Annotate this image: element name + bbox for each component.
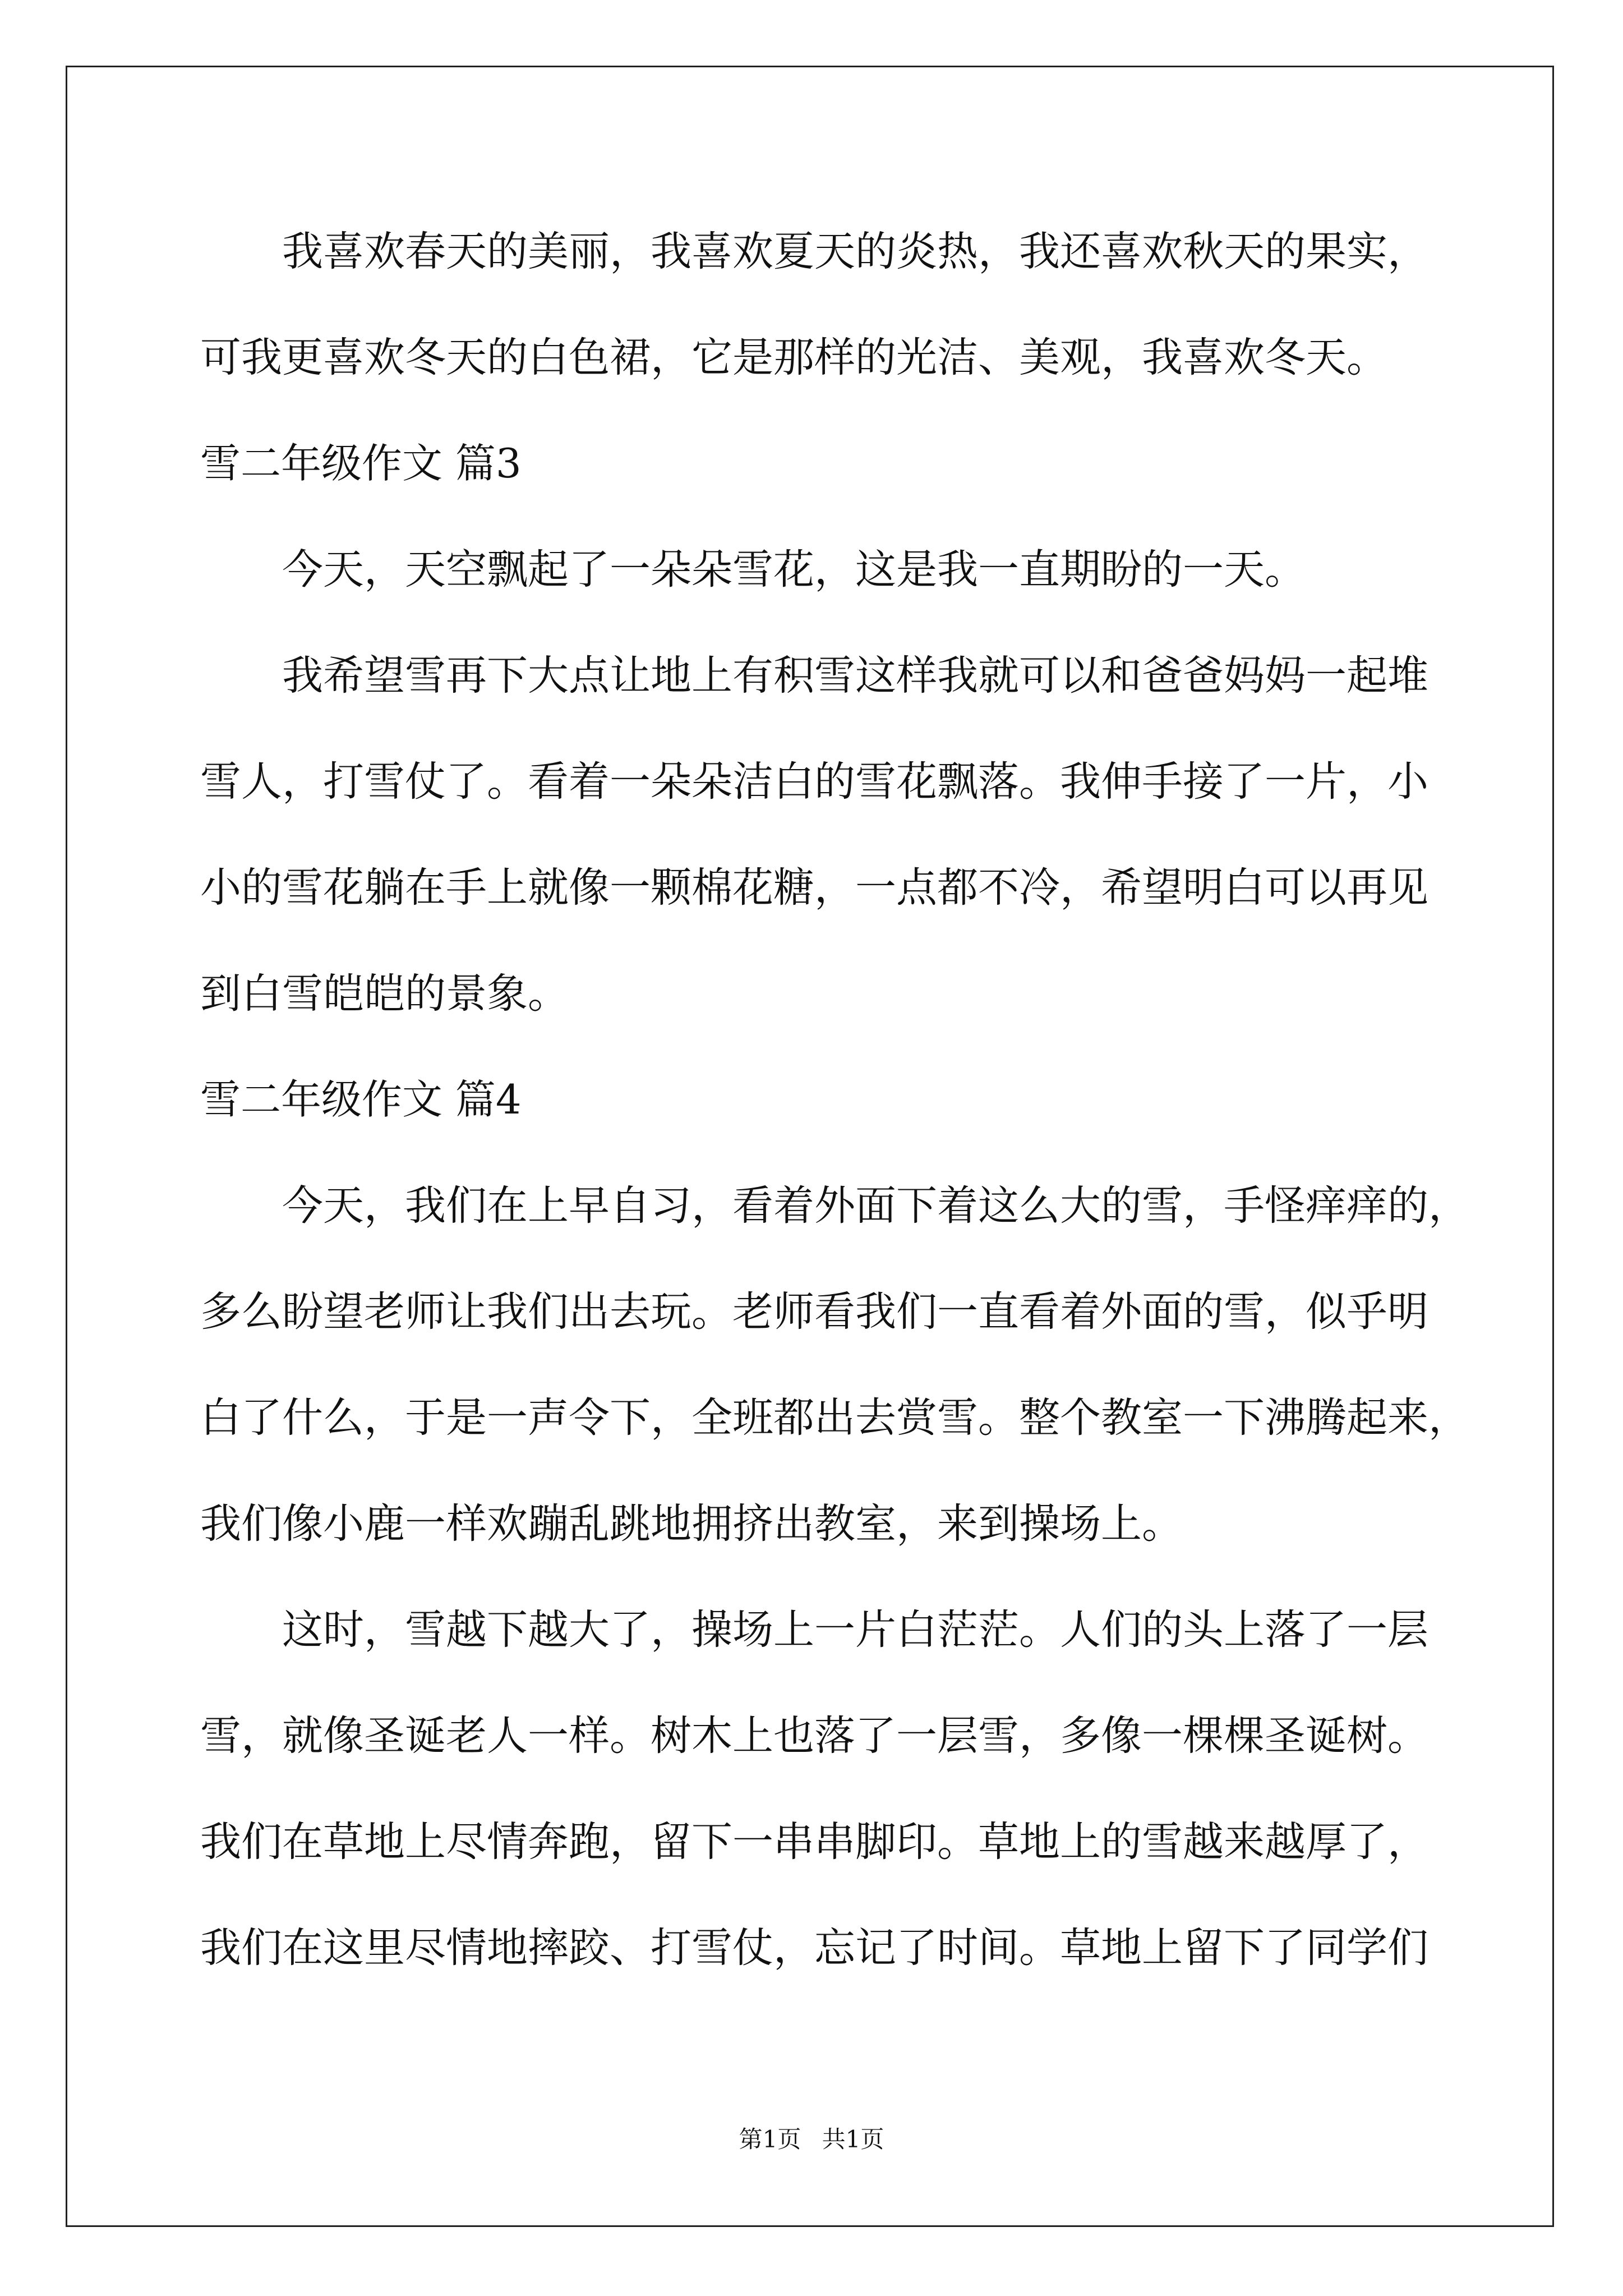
- section-heading: 雪二年级作文 篇4: [200, 1076, 522, 1123]
- document-body: [200, 199, 1541, 2001]
- text-line: 多么盼望老师让我们出去玩。老师看我们一直看着外面的雪，似乎明: [200, 1288, 1428, 1336]
- text-line: 小的雪花躺在手上就像一颗棉花糖，一点都不冷，希望明白可以再见: [200, 864, 1428, 912]
- text-line: 我希望雪再下大点让地上有积雪这样我就可以和爸爸妈妈一起堆: [282, 652, 1428, 700]
- text-line: 我喜欢春天的美丽，我喜欢夏天的炎热，我还喜欢秋天的果实，: [282, 228, 1428, 275]
- text-line: 今天，天空飘起了一朵朵雪花，这是我一直期盼的一天。: [282, 546, 1306, 593]
- text-line: 可我更喜欢冬天的白色裙，它是那样的光洁、美观，我喜欢冬天。: [200, 334, 1387, 381]
- text-line: 到白雪皑皑的景象。: [200, 970, 569, 1018]
- page-footer: 第1页 共1页: [739, 2125, 884, 2153]
- text-line: 白了什么，于是一声令下，全班都出去赏雪。整个教室一下沸腾起来，: [200, 1394, 1469, 1442]
- text-line: 我们像小鹿一样欢蹦乱跳地拥挤出教室，来到操场上。: [200, 1500, 1183, 1548]
- text-line: 我们在这里尽情地摔跤、打雪仗，忘记了时间。草地上留下了同学们: [200, 1924, 1428, 1972]
- text-line: 雪人，打雪仗了。看着一朵朵洁白的雪花飘落。我伸手接了一片，小: [200, 758, 1428, 806]
- text-line: 今天，我们在上早自习，看着外面下着这么大的雪，手怪痒痒的，: [282, 1182, 1469, 1230]
- text-line: 雪，就像圣诞老人一样。树木上也落了一层雪，多像一棵棵圣诞树。: [200, 1712, 1428, 1760]
- section-heading: 雪二年级作文 篇3: [200, 440, 522, 487]
- text-line: 这时，雪越下越大了，操场上一片白茫茫。人们的头上落了一层: [282, 1606, 1428, 1654]
- text-line: 我们在草地上尽情奔跑，留下一串串脚印。草地上的雪越来越厚了，: [200, 1818, 1428, 1866]
